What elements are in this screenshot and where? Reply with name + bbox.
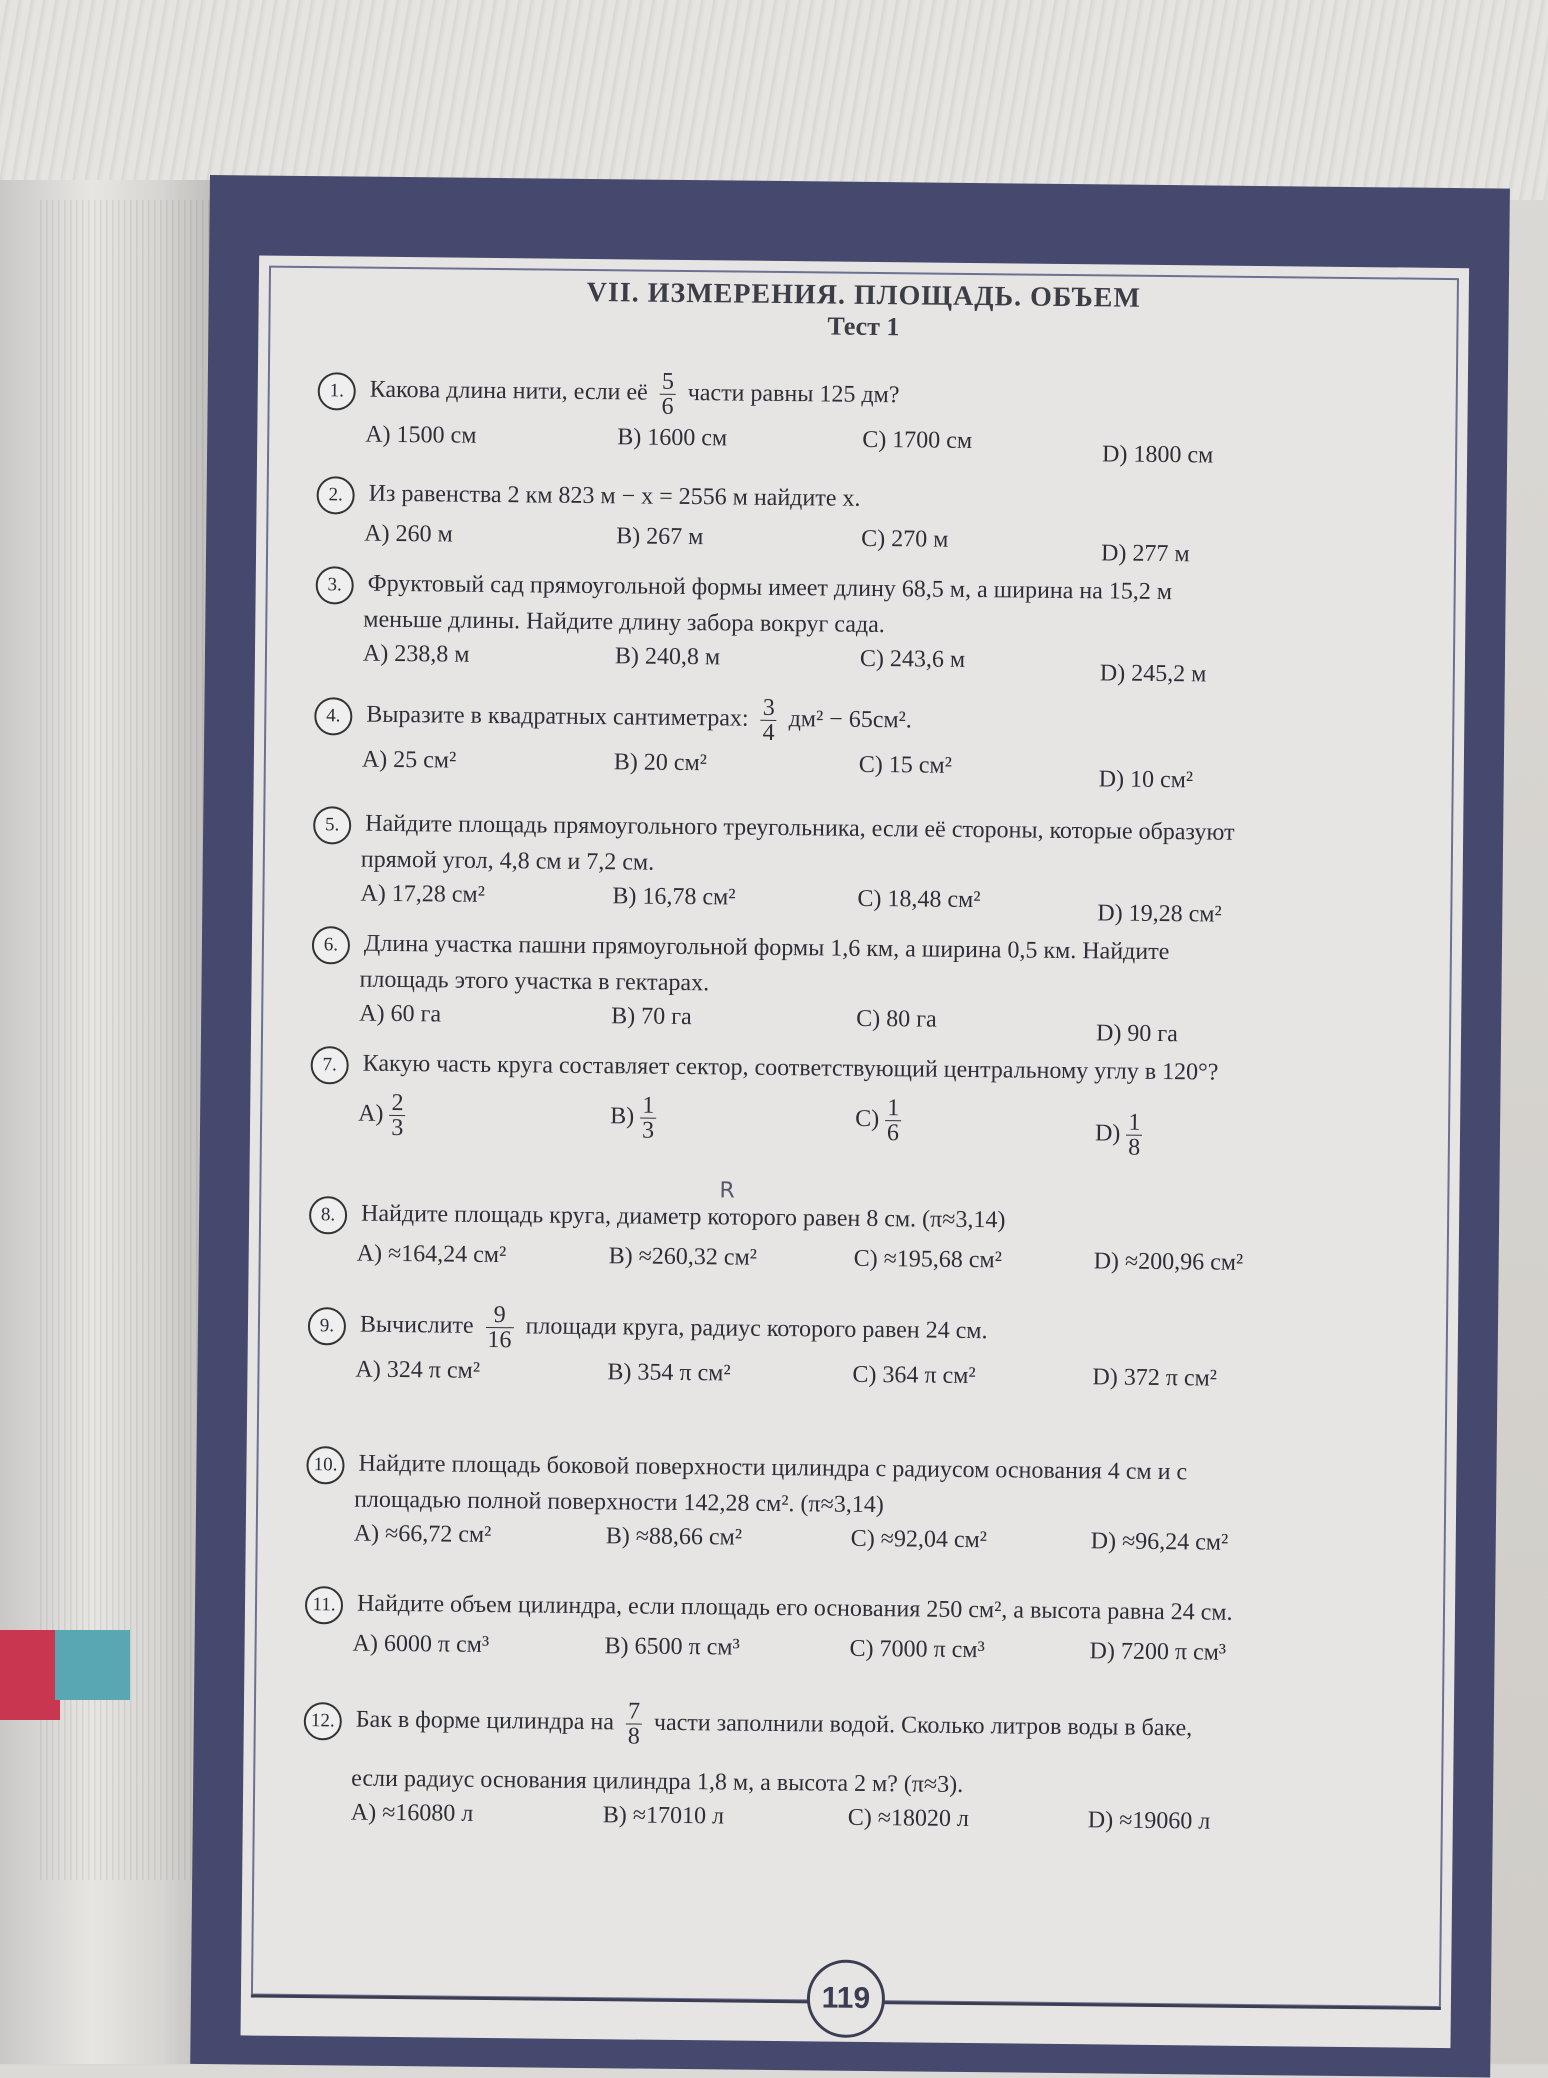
option-c[interactable]: C) 18,48 см² <box>857 885 981 914</box>
fraction-numerator: 9 <box>486 1303 514 1328</box>
option-b[interactable]: B) 240,8 м <box>614 643 721 671</box>
option-a[interactable]: A) 324 π см² <box>355 1356 481 1384</box>
question-6 <box>311 926 1422 1052</box>
option-a[interactable] <box>358 1091 412 1141</box>
option-d[interactable]: D) 7200 π см³ <box>1089 1638 1227 1666</box>
fraction-denominator: 3 <box>641 1117 655 1144</box>
option-label: D) <box>1094 1120 1121 1147</box>
question-number: 7. <box>310 1046 348 1084</box>
question-text <box>366 694 912 746</box>
option-a[interactable]: A) 1500 см <box>365 421 477 449</box>
question-text: Фруктовый сад прямоугольной формы имеет длину 68,5 м, а ширина на 15,2 м <box>367 570 1173 606</box>
question-text-pre: Вычислите <box>359 1311 474 1339</box>
option-a[interactable]: A) ≈164,24 см² <box>356 1240 507 1269</box>
option-c[interactable]: C) ≈92,04 см² <box>850 1525 988 1554</box>
option-label: B) <box>610 1103 635 1130</box>
option-d[interactable]: D) 245,2 м <box>1099 660 1207 688</box>
question-8 <box>308 1196 1419 1292</box>
question-9 <box>307 1301 1418 1408</box>
fraction-numerator: 1 <box>887 1095 900 1122</box>
option-a[interactable]: A) 17,28 см² <box>360 880 485 908</box>
option-c[interactable]: C) 15 см² <box>858 751 953 779</box>
option-d[interactable]: D) ≈200,96 см² <box>1093 1248 1244 1276</box>
fraction-denominator: 6 <box>886 1120 900 1147</box>
question-text-line2: меньше длины. Найдите длину забора вокруг сада. <box>363 606 885 639</box>
page-title: VII. ИЗМЕРЕНИЯ. ПЛОЩАДЬ. ОБЪЕМ <box>586 276 1142 314</box>
fraction-denominator: 16 <box>487 1326 512 1354</box>
background-wall <box>0 0 1548 200</box>
pencil-mark: R <box>719 1178 735 1204</box>
option-d[interactable]: D) 10 см² <box>1098 766 1194 794</box>
book-page <box>190 175 1510 2078</box>
option-c[interactable]: C) 243,6 м <box>859 645 966 673</box>
question-number: 1. <box>318 372 356 410</box>
option-b[interactable] <box>610 1093 663 1143</box>
option-b[interactable]: B) 6500 π см³ <box>604 1633 740 1661</box>
option-b[interactable]: B) 267 м <box>616 523 704 551</box>
fraction-numerator: 1 <box>642 1092 655 1119</box>
fraction <box>660 370 677 419</box>
option-d[interactable]: D) 90 га <box>1095 1020 1179 1048</box>
option-c[interactable]: C) 7000 π см³ <box>849 1635 985 1664</box>
option-b[interactable]: B) 20 см² <box>613 749 708 777</box>
question-text-line2: прямой угол, 4,8 см и 7,2 см. <box>360 846 655 876</box>
fraction <box>885 1096 902 1145</box>
question-text-line2: площадью полной поверхности 142,28 см². (π≈3,14) <box>354 1486 884 1519</box>
bookmark-tab-red <box>0 1630 60 1720</box>
bookmark-tab-teal <box>55 1630 130 1700</box>
option-b[interactable]: B) 354 π см² <box>607 1359 731 1387</box>
fraction <box>640 1094 657 1143</box>
option-b[interactable]: B) 70 га <box>611 1003 692 1031</box>
question-text-pre: Какова длина нити, если её <box>369 376 648 406</box>
question-text-pre: Выразите в квадратных сантиметрах: <box>366 701 749 732</box>
option-c[interactable]: C) 80 га <box>856 1005 937 1033</box>
question-7 <box>310 1046 1421 1182</box>
question-text <box>359 1302 988 1354</box>
question-2 <box>316 476 1427 572</box>
option-d[interactable]: D) 372 π см² <box>1092 1364 1218 1392</box>
option-a[interactable]: A) 6000 π см³ <box>352 1630 490 1659</box>
question-text-line2: если радиус основания цилиндра 1,8 м, а высота 2 м? (π≈3). <box>351 1765 964 1798</box>
question-12 <box>303 1696 1414 1851</box>
question-text-line2: площадь этого участка в гектарах. <box>359 966 710 997</box>
fraction-denominator: 3 <box>391 1114 404 1142</box>
fraction-denominator: 8 <box>627 1723 640 1750</box>
fraction <box>389 1091 406 1140</box>
question-3 <box>315 566 1426 692</box>
option-c[interactable] <box>855 1096 908 1146</box>
option-c[interactable]: C) 1700 см <box>862 426 973 454</box>
fraction <box>485 1303 514 1352</box>
question-4 <box>314 691 1425 798</box>
option-c[interactable]: C) ≈18020 л <box>847 1804 970 1833</box>
option-b[interactable]: B) 16,78 см² <box>612 883 736 911</box>
fraction-numerator: 3 <box>762 694 775 721</box>
option-d[interactable]: D) 1800 см <box>1101 441 1214 469</box>
question-11 <box>304 1586 1415 1682</box>
option-b[interactable]: B) 1600 см <box>617 424 728 452</box>
option-label: A) <box>358 1100 384 1127</box>
question-text-post: части равны 125 дм? <box>687 380 900 409</box>
question-text <box>369 368 900 420</box>
question-text: Найдите площадь круга, диаметр которого равен 8 см. (π≈3,14) <box>360 1200 1006 1234</box>
question-number: 4. <box>314 697 352 735</box>
option-a[interactable]: A) 260 м <box>364 520 453 548</box>
option-c[interactable]: C) 364 π см² <box>852 1361 976 1390</box>
option-b[interactable]: B) ≈88,66 см² <box>605 1523 743 1551</box>
fraction-denominator: 8 <box>1128 1134 1141 1161</box>
question-text: Найдите объем цилиндра, если площадь его основания 250 см², а высота равна 24 см. <box>356 1590 1233 1626</box>
question-5 <box>312 806 1423 932</box>
page-number: 119 <box>807 1959 886 2038</box>
question-text-post: площади круга, радиус которого равен 24 см. <box>525 1313 988 1345</box>
question-number: 8. <box>309 1196 347 1234</box>
option-a[interactable]: A) 25 см² <box>361 746 457 774</box>
option-b[interactable]: B) ≈260,32 см² <box>608 1243 758 1271</box>
option-a[interactable]: A) ≈66,72 см² <box>353 1520 492 1549</box>
option-a[interactable]: A) 238,8 м <box>362 640 470 668</box>
fraction <box>760 696 777 745</box>
fraction-numerator: 7 <box>627 1698 641 1725</box>
question-text: Найдите площадь боковой поверхности цилиндра с радиусом основания 4 см и с <box>358 1450 1188 1486</box>
answer-options <box>310 1090 1421 1182</box>
question-number: 9. <box>308 1307 346 1345</box>
question-text: Длина участка пашни прямоугольной формы 1,6 км, а ширина 0,5 км. Найдите <box>363 930 1170 966</box>
fraction <box>626 1699 643 1748</box>
option-d[interactable]: D) 277 м <box>1100 540 1190 568</box>
question-text: Какую часть круга составляет сектор, соответствующий центральному углу в 120°? <box>362 1050 1219 1086</box>
question-number: 10. <box>306 1446 344 1484</box>
fraction-denominator: 6 <box>661 393 674 420</box>
question-10 <box>306 1446 1417 1572</box>
option-d[interactable]: D) ≈96,24 см² <box>1090 1528 1229 1556</box>
option-a[interactable]: A) ≈16080 л <box>350 1799 474 1827</box>
question-number: 2. <box>316 476 354 514</box>
option-c[interactable]: C) ≈195,68 см² <box>853 1245 1003 1274</box>
option-c[interactable]: C) 270 м <box>861 525 949 553</box>
question-number: 3. <box>316 566 354 604</box>
question-number: 11. <box>305 1586 343 1624</box>
question-text: Найдите площадь прямоугольного треугольника, если её стороны, которые образуют <box>365 810 1235 846</box>
option-b[interactable]: B) ≈17010 л <box>602 1802 725 1830</box>
fraction <box>1126 1111 1143 1160</box>
question-number: 12. <box>304 1702 342 1740</box>
test-subtitle: Тест 1 <box>827 311 900 342</box>
question-text-pre: Бак в форме цилиндра на <box>355 1706 615 1736</box>
question-1 <box>317 366 1428 473</box>
fraction-denominator: 4 <box>762 719 775 746</box>
option-label: C) <box>855 1105 880 1133</box>
question-number: 5. <box>313 806 351 844</box>
question-number: 6. <box>312 926 350 964</box>
question-text <box>355 1698 1193 1750</box>
question-text-post: дм² − 65см². <box>788 706 912 734</box>
fraction-numerator: 1 <box>1128 1109 1141 1136</box>
question-text-post: части заполнили водой. Сколько литров воды в баке, <box>653 1709 1193 1742</box>
page-edges <box>40 200 210 1880</box>
fraction-numerator: 2 <box>391 1089 404 1117</box>
fraction-numerator: 5 <box>661 368 675 395</box>
option-d[interactable]: D) 19,28 см² <box>1097 900 1222 928</box>
option-d[interactable] <box>1095 1110 1149 1160</box>
page-content <box>241 256 1470 2049</box>
question-text: Из равенства 2 км 823 м − x = 2556 м найдите x. <box>368 480 861 512</box>
option-d[interactable]: D) ≈19060 л <box>1087 1807 1211 1835</box>
option-a[interactable]: A) 60 га <box>359 1000 442 1028</box>
